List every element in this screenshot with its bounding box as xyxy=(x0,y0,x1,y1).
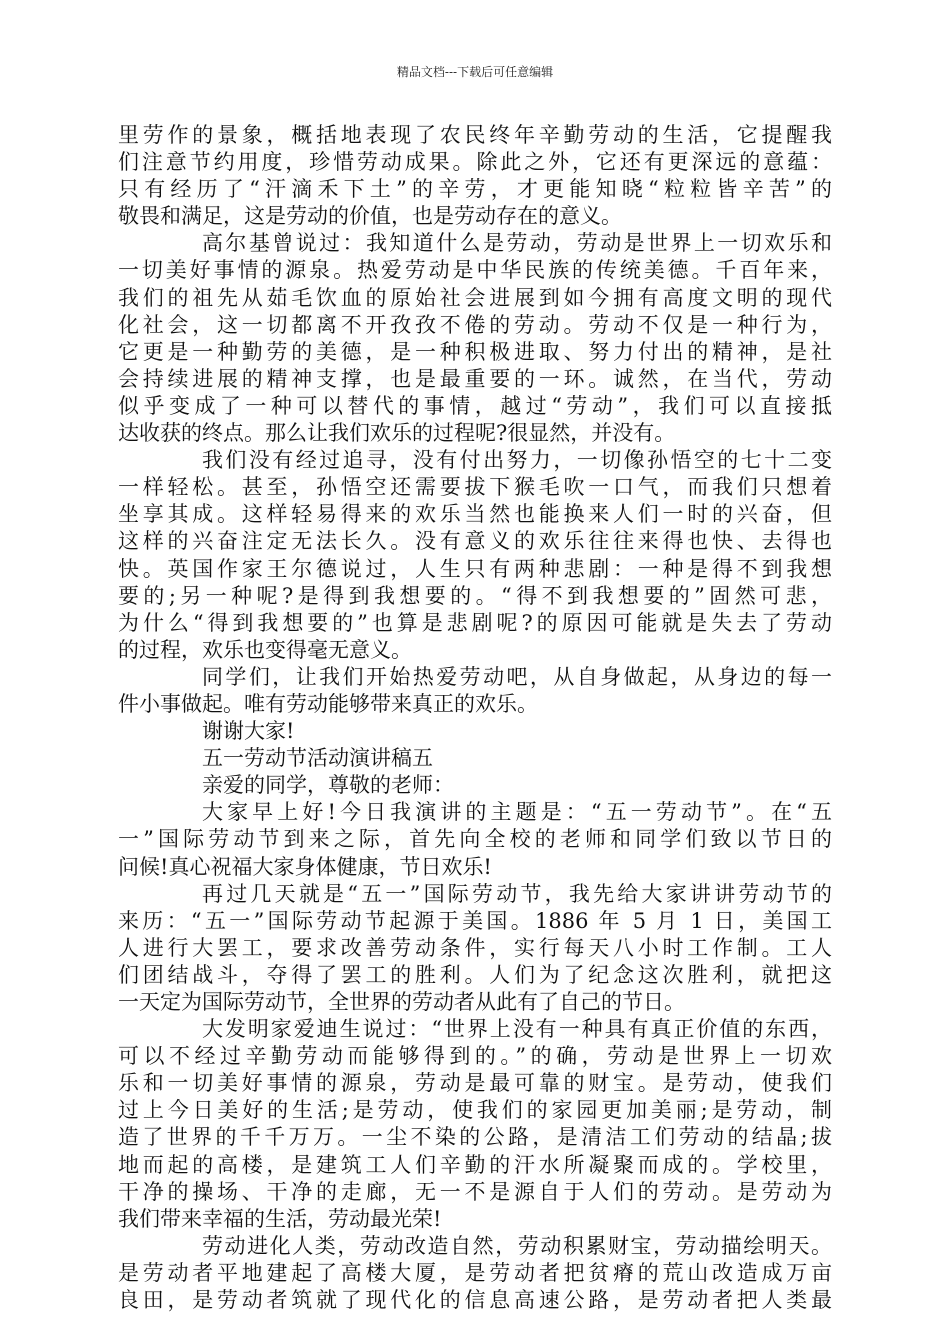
text-line: 问候!真心祝福大家身体健康，节日欢乐! xyxy=(118,854,492,879)
text-line: 达收获的终点。那么让我们欢乐的过程呢?很显然，并没有。 xyxy=(118,421,676,446)
text-line: 地而起的高楼，是建筑工人们辛勤的汗水所凝聚而成的。学校里， xyxy=(118,1152,832,1177)
text-line: 一样轻松。甚至，孙悟空还需要拔下猴毛吹一口气，而我们只想着 xyxy=(118,475,832,500)
text-line: 我们带来幸福的生活，劳动最光荣! xyxy=(118,1206,442,1231)
text-line: 化社会，这一切都离不开孜孜不倦的劳动。劳动不仅是一种行为， xyxy=(118,312,832,337)
text-line: 可以不经过辛勤劳动而能够得到的。”的确，劳动是世界上一切欢 xyxy=(118,1044,832,1069)
text-line: 再过几天就是“五一”国际劳动节，我先给大家讲讲劳动节的 xyxy=(202,881,832,906)
text-line: 我们的祖先从茹毛饮血的原始社会进展到如今拥有高度文明的现代 xyxy=(118,285,832,310)
text-line: 敬畏和满足，这是劳动的价值，也是劳动存在的意义。 xyxy=(118,204,622,229)
text-line: 只有经历了“汗滴禾下土”的辛劳，才更能知晓“粒粒皆辛苦”的 xyxy=(118,177,832,202)
text-line: 劳动进化人类，劳动改造自然，劳动积累财宝，劳动描绘明天。 xyxy=(202,1233,832,1258)
text-line: 高尔基曾说过：我知道什么是劳动，劳动是世界上一切欢乐和 xyxy=(202,231,832,256)
text-line: 我们没有经过追寻，没有付出努力，一切像孙悟空的七十二变 xyxy=(202,448,832,473)
text-line: 们团结战斗，夺得了罢工的胜利。人们为了纪念这次胜利，就把这 xyxy=(118,962,832,987)
text-line: 一天定为国际劳动节，全世界的劳动者从此有了自己的节日。 xyxy=(118,990,685,1014)
text-line: 大发明家爱迪生说过：“世界上没有一种具有真正价值的东西， xyxy=(202,1017,832,1042)
text-line: 会持续进展的精神支撑，也是最重要的一环。诚然，在当代，劳动 xyxy=(118,366,832,391)
text-line: 件小事做起。唯有劳动能够带来真正的欢乐。 xyxy=(118,691,538,716)
text-line: 似乎变成了一种可以替代的事情，越过“劳动”，我们可以直接抵 xyxy=(118,393,832,418)
text-line: 大家早上好!今日我演讲的主题是：“五一劳动节”。在“五 xyxy=(202,800,832,825)
text-line: 干净的操场、干净的走廊，无一不是源自于人们的劳动。是劳动为 xyxy=(118,1179,832,1204)
text-line: 是劳动者平地建起了高楼大厦，是劳动者把贫瘠的荒山改造成万亩 xyxy=(118,1260,832,1285)
text-line: 造了世界的千千万万。一尘不染的公路，是清洁工们劳动的结晶;拔 xyxy=(118,1125,832,1150)
text-line: 谢谢大家! xyxy=(202,719,295,744)
text-line: 一”国际劳动节到来之际，首先向全校的老师和同学们致以节日的 xyxy=(118,827,832,852)
text-line: 快。英国作家王尔德说过，人生只有两种悲剧：一种是得不到我想 xyxy=(118,556,832,581)
text-line: 五一劳动节活动演讲稿五 xyxy=(202,746,433,771)
text-line: 要的;另一种呢?是得到我想要的。“得不到我想要的”固然可悲， xyxy=(118,583,832,608)
text-line: 里劳作的景象，概括地表现了农民终年辛勤劳动的生活，它提醒我 xyxy=(118,123,832,147)
text-line: 坐享其成。这样轻易得来的欢乐当然也能换来人们一时的兴奋，但 xyxy=(118,502,832,527)
text-line: 一切美好事情的源泉。热爱劳动是中华民族的传统美德。千百年来， xyxy=(118,258,832,283)
text-line: 良田，是劳动者筑就了现代化的信息高速公路，是劳动者把人类最 xyxy=(118,1288,832,1313)
text-line: 们注意节约用度，珍惜劳动成果。除此之外，它还有更深远的意蕴： xyxy=(118,150,832,175)
text-line: 同学们，让我们开始热爱劳动吧，从自身做起，从身边的每一 xyxy=(202,664,832,689)
page-header: 精品文档---下载后可任意编辑 xyxy=(396,65,554,79)
text-line: 它更是一种勤劳的美德，是一种积极进取、努力付出的精神，是社 xyxy=(118,339,832,364)
text-line: 亲爱的同学，尊敬的老师： xyxy=(202,773,454,798)
document-body xyxy=(118,122,832,1314)
text-line: 为什么“得到我想要的”也算是悲剧呢?的原因可能就是失去了劳动 xyxy=(118,610,832,635)
text-line: 这样的兴奋注定无法长久。没有意义的欢乐往往来得也快、去得也 xyxy=(118,529,832,554)
text-line: 来历：“五一”国际劳动节起源于美国。1886 年 5 月 1 日，美国工 xyxy=(118,908,832,933)
text-line: 过上今日美好的生活;是劳动，使我们的家园更加美丽;是劳动，制 xyxy=(118,1098,832,1123)
text-line: 人进行大罢工，要求改善劳动条件，实行每天八小时工作制。工人 xyxy=(118,935,832,960)
text-line: 的过程，欢乐也变得毫无意义。 xyxy=(118,637,412,662)
text-line: 乐和一切美好事情的源泉，劳动是最可靠的财宝。是劳动，使我们 xyxy=(118,1071,832,1096)
